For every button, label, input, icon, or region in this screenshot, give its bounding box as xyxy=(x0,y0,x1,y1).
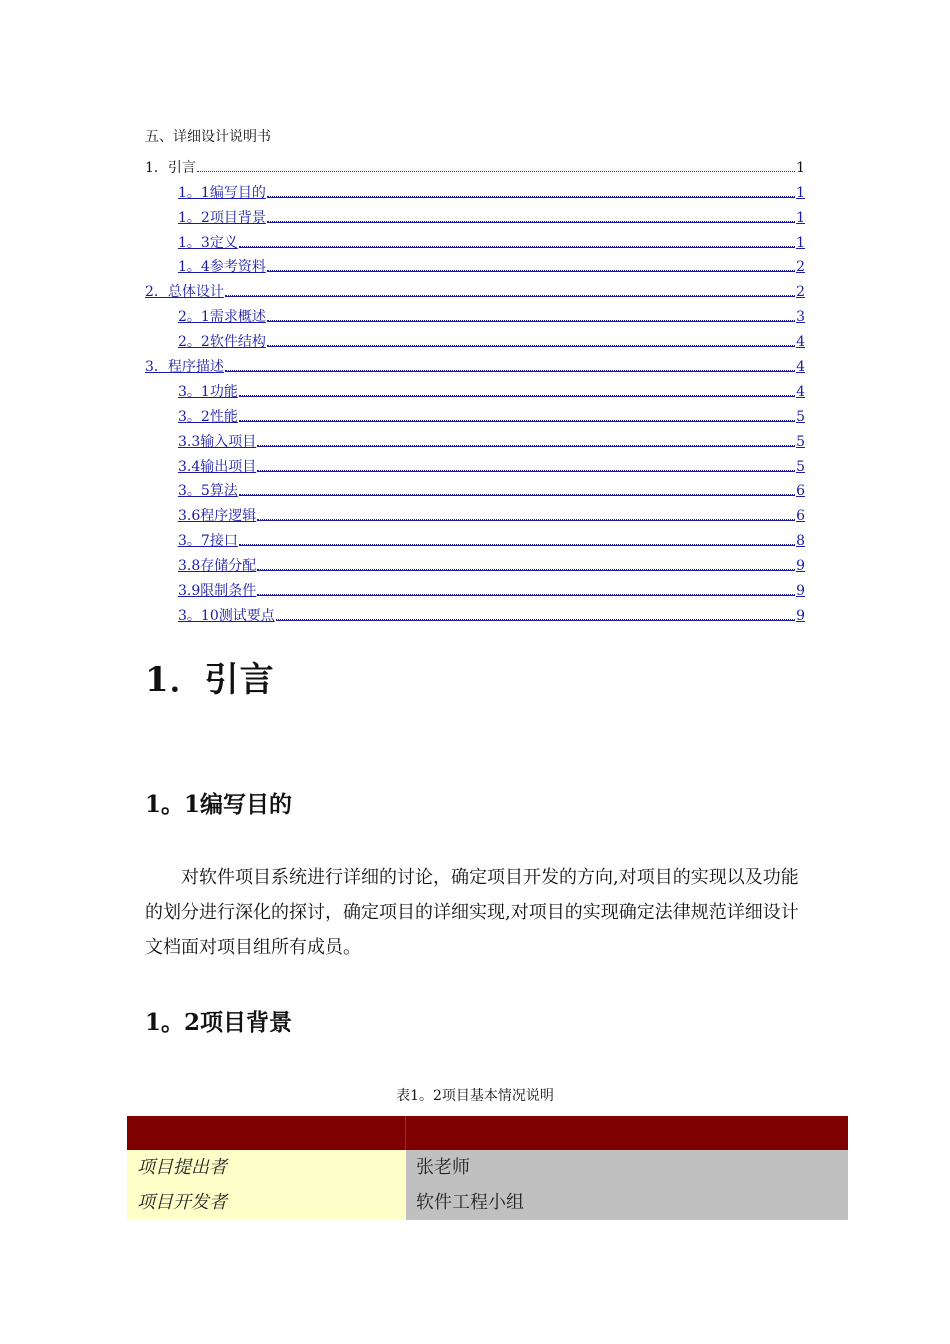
table-header-cell xyxy=(406,1116,848,1150)
toc-entry-page: 1 xyxy=(796,209,805,226)
toc-entry[interactable] xyxy=(145,426,805,451)
toc-leader-dots xyxy=(239,245,795,247)
table-value-cell: 张老师 xyxy=(406,1150,848,1186)
toc-entry[interactable] xyxy=(145,401,805,426)
toc-entry-page: 1 xyxy=(796,184,805,201)
toc-entry-page: 2 xyxy=(796,259,805,276)
toc-title: 五、详细设计说明书 xyxy=(145,129,271,145)
toc-entry[interactable] xyxy=(145,451,805,476)
toc-entry[interactable] xyxy=(145,575,805,600)
toc-entry-page: 3 xyxy=(796,309,805,326)
toc-entry-page: 1 xyxy=(796,159,805,176)
toc-entry-page: 9 xyxy=(796,558,805,575)
toc-entry-label: 2。1需求概述 xyxy=(178,309,266,326)
toc-leader-dots xyxy=(267,344,795,346)
toc-entry[interactable] xyxy=(145,550,805,575)
toc-entry-label: 1。2项目背景 xyxy=(178,209,266,226)
toc-leader-dots xyxy=(239,493,795,495)
subsection-heading-background: 1。2项目背景 xyxy=(145,1009,293,1036)
toc-entry-label: 3.9限制条件 xyxy=(178,583,257,600)
table-value-cell: 软件工程小组 xyxy=(406,1186,848,1220)
toc-leader-dots xyxy=(239,394,795,396)
toc-leader-dots xyxy=(225,294,795,296)
toc-entry-label: 3。2性能 xyxy=(178,408,238,425)
table-of-contents xyxy=(145,152,805,625)
toc-entry-label: 1。3定义 xyxy=(178,234,238,251)
toc-entry-label: 3。5算法 xyxy=(178,483,238,500)
table-header-row xyxy=(127,1116,848,1150)
toc-entry[interactable] xyxy=(145,476,805,501)
toc-entry[interactable] xyxy=(145,525,805,550)
toc-entry-page: 4 xyxy=(796,359,805,376)
toc-entry-label: 2。2软件结构 xyxy=(178,334,266,351)
toc-leader-dots xyxy=(257,444,795,446)
toc-leader-dots xyxy=(267,195,795,197)
toc-leader-dots xyxy=(257,568,795,570)
toc-entry[interactable] xyxy=(145,376,805,401)
toc-leader-dots xyxy=(257,518,795,520)
toc-entry-label: 1。4参考资料 xyxy=(178,259,266,276)
toc-leader-dots xyxy=(257,593,795,595)
toc-leader-dots xyxy=(197,170,795,172)
toc-leader-dots xyxy=(276,618,795,620)
toc-entry-page: 4 xyxy=(796,334,805,351)
project-info-table xyxy=(127,1116,848,1220)
toc-entry-page: 6 xyxy=(796,508,805,525)
toc-entry-page: 4 xyxy=(796,383,805,400)
toc-entry[interactable] xyxy=(145,177,805,202)
toc-entry[interactable] xyxy=(145,326,805,351)
toc-leader-dots xyxy=(267,269,795,271)
toc-entry-label: 3．程序描述 xyxy=(145,359,224,376)
toc-entry-page: 5 xyxy=(796,458,805,475)
purpose-paragraph: 对软件项目系统进行详细的讨论，确定项目开发的方向,对项目的实现以及功能的划分进行深化的探讨，确定项目的详细实现,对项目的实现确定法律规范详细设计文档面对项目组所有成员。 xyxy=(145,867,799,958)
toc-leader-dots xyxy=(225,369,795,371)
toc-entry-page: 6 xyxy=(796,483,805,500)
table-row xyxy=(127,1186,848,1220)
toc-entry[interactable] xyxy=(145,301,805,326)
table-key-cell: 项目开发者 xyxy=(127,1186,406,1220)
toc-entry-label: 3.8存储分配 xyxy=(178,558,257,575)
toc-entry-label: 3.4输出项目 xyxy=(178,458,257,475)
toc-leader-dots xyxy=(267,220,795,222)
table-key-cell: 项目提出者 xyxy=(127,1150,406,1186)
toc-entry-label: 3。10测试要点 xyxy=(178,607,275,624)
toc-entry-label: 3.3输入项目 xyxy=(178,433,257,450)
toc-entry-page: 9 xyxy=(796,583,805,600)
toc-leader-dots xyxy=(239,419,795,421)
table-header-cell xyxy=(127,1116,406,1150)
subsection-heading-purpose: 1。1编写目的 xyxy=(145,791,293,818)
section-heading-intro: 1．引言 xyxy=(145,660,275,700)
toc-leader-dots xyxy=(267,319,795,321)
toc-entry-page: 1 xyxy=(796,234,805,251)
toc-entry[interactable] xyxy=(145,227,805,252)
toc-entry[interactable] xyxy=(145,276,805,301)
toc-entry[interactable] xyxy=(145,600,805,625)
toc-entry[interactable] xyxy=(145,252,805,277)
toc-entry-label: 3。7接口 xyxy=(178,533,238,550)
toc-entry xyxy=(145,152,805,177)
toc-entry-page: 5 xyxy=(796,408,805,425)
toc-entry[interactable] xyxy=(145,500,805,525)
table-caption: 表1。2项目基本情况说明 xyxy=(396,1088,554,1104)
toc-entry-page: 5 xyxy=(796,433,805,450)
toc-entry[interactable] xyxy=(145,351,805,376)
toc-leader-dots xyxy=(257,469,795,471)
table-row xyxy=(127,1150,848,1186)
toc-entry-page: 9 xyxy=(796,607,805,624)
toc-leader-dots xyxy=(239,543,795,545)
toc-entry-label: 1．引言 xyxy=(145,159,196,176)
toc-entry-label: 3。1功能 xyxy=(178,383,238,400)
toc-entry[interactable] xyxy=(145,202,805,227)
toc-entry-label: 3.6程序逻辑 xyxy=(178,508,257,525)
toc-entry-page: 8 xyxy=(796,533,805,550)
toc-entry-page: 2 xyxy=(796,284,805,301)
toc-entry-label: 2．总体设计 xyxy=(145,284,224,301)
toc-entry-label: 1。1编写目的 xyxy=(178,184,266,201)
